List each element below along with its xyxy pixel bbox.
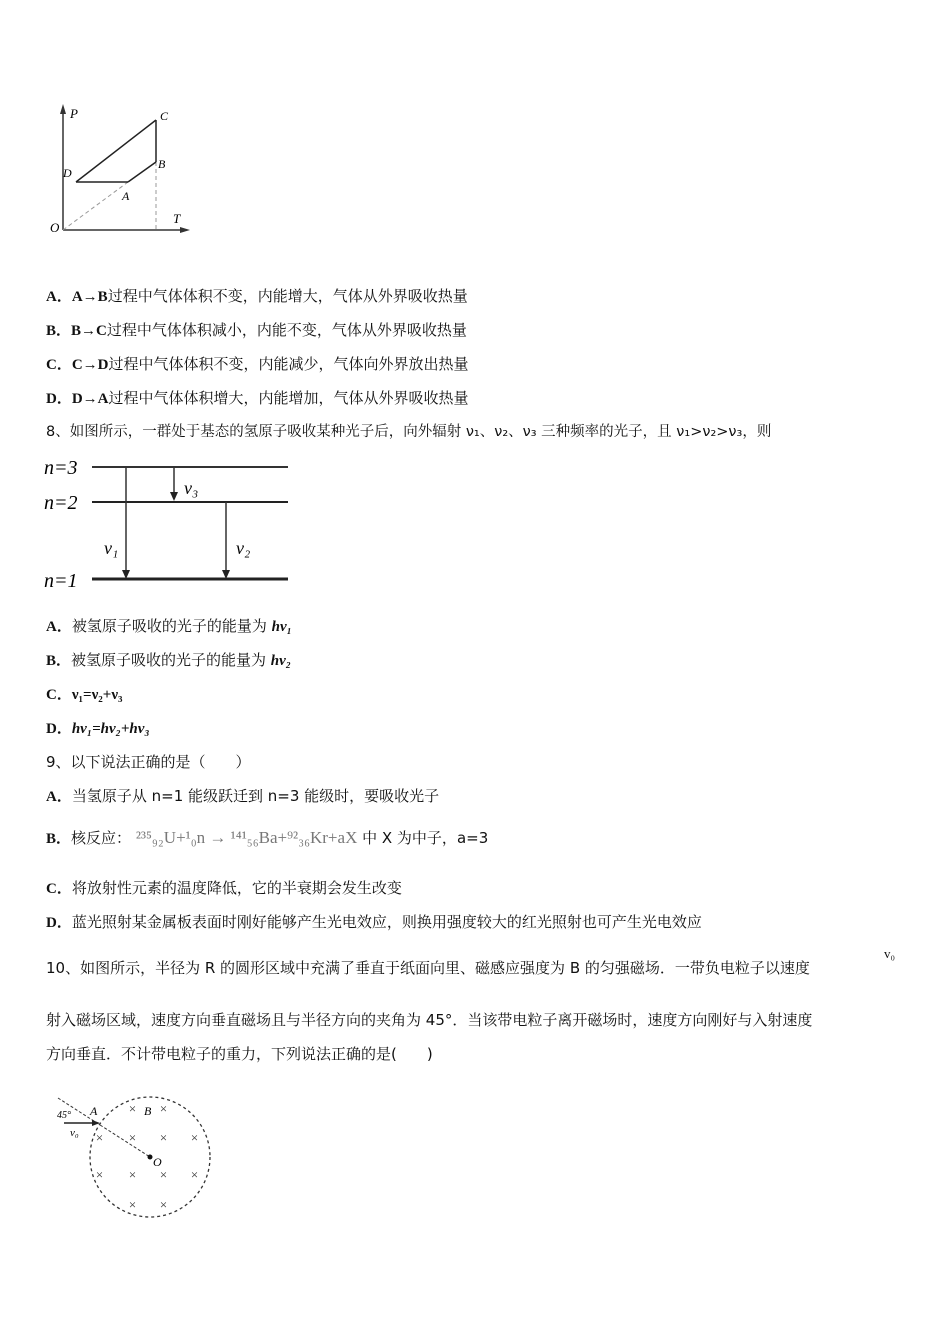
q10-line2: 射入磁场区域，速度方向垂直磁场且与半径方向的夹角为 45°．当该带电粒子离开磁场时，速度方向刚好与入射速度 bbox=[46, 1011, 813, 1029]
label-c: C bbox=[160, 109, 169, 123]
svg-text:×: × bbox=[190, 1130, 199, 1145]
svg-text:×: × bbox=[95, 1130, 104, 1145]
svg-text:×: × bbox=[159, 1167, 168, 1182]
q9-option-a[interactable]: A．当氢原子从 n=1 能级跃迁到 n=3 能级时，要吸收光子 bbox=[46, 787, 440, 805]
label-d: D bbox=[63, 166, 72, 180]
nuclear-reaction: ²³⁵₉₂U+¹₀n → ¹⁴¹₅₆Ba+⁹²₃₆Kr+aX bbox=[135, 828, 358, 847]
q7-option-c[interactable]: C．C→D过程中气体体积不变，内能减少，气体向外界放出热量 bbox=[46, 355, 469, 373]
label-n3: n=3 bbox=[44, 457, 78, 479]
q7-option-d[interactable]: D．D→A过程中气体体积增大，内能增加，气体从外界吸收热量 bbox=[46, 389, 469, 407]
q8-option-a[interactable]: A．被氢原子吸收的光子的能量为 hν₁ bbox=[46, 617, 292, 635]
q10-v0: v₀ bbox=[884, 946, 896, 961]
label-n1: n=1 bbox=[44, 570, 78, 590]
label-b: B bbox=[144, 1104, 152, 1118]
q7-option-b[interactable]: B．B→C过程中气体体积减小，内能不变，气体从外界吸收热量 bbox=[46, 321, 467, 339]
q9-option-d[interactable]: D．蓝光照射某金属板表面时刚好能够产生光电效应，则换用强度较大的红光照射也可产生光电效应 bbox=[46, 913, 702, 931]
q8-option-b[interactable]: B．被氢原子吸收的光子的能量为 hν₂ bbox=[46, 651, 292, 669]
svg-text:×: × bbox=[159, 1101, 168, 1116]
svg-text:×: × bbox=[128, 1167, 137, 1182]
svg-text:×: × bbox=[159, 1197, 168, 1212]
svg-text:×: × bbox=[128, 1197, 137, 1212]
label-v0: v₀ bbox=[70, 1127, 79, 1139]
svg-text:×: × bbox=[159, 1130, 168, 1145]
q9-stem: 9、以下说法正确的是（ ） bbox=[46, 753, 251, 771]
label-b: B bbox=[158, 157, 166, 171]
pt-diagram bbox=[40, 90, 200, 240]
q8-option-c[interactable]: C．ν₁=ν₂+ν₃ bbox=[46, 687, 123, 703]
label-n2: n=2 bbox=[44, 492, 78, 514]
label-o: O bbox=[50, 220, 60, 235]
label-a: A bbox=[90, 1104, 98, 1118]
q8-option-d[interactable]: D．hν₁=hν₂+hν₃ bbox=[46, 721, 150, 737]
label-o: O bbox=[153, 1155, 162, 1169]
q8-stem: 8、如图所示，一群处于基态的氢原子吸收某种光子后，向外辐射 ν₁、ν₂、ν₃ 三种频率的光子，且 ν₁>ν₂>ν₃，则 bbox=[46, 424, 772, 440]
label-t: T bbox=[173, 211, 181, 226]
energy-level-diagram bbox=[40, 450, 300, 590]
label-angle: 45° bbox=[57, 1110, 71, 1121]
label-a: A bbox=[122, 189, 130, 203]
svg-text:×: × bbox=[128, 1130, 137, 1145]
q10-line1: 10、如图所示，半径为 R 的圆形区域中充满了垂直于纸面向里、磁感应强度为 B 的匀强磁场．一带负电粒子以速度 bbox=[46, 959, 810, 977]
q9-option-c[interactable]: C．将放射性元素的温度降低，它的半衰期会发生改变 bbox=[46, 879, 402, 897]
svg-text:×: × bbox=[190, 1167, 199, 1182]
label-v2: ν₂ bbox=[236, 538, 251, 558]
q9-option-b[interactable]: B．核反应： ²³⁵₉₂U+¹₀n → ¹⁴¹₅₆Ba+⁹²₃₆Kr+aX 中 X 为中子，a=3 bbox=[46, 828, 489, 847]
magnetic-field-diagram bbox=[40, 1085, 230, 1225]
q7-option-a[interactable]: A．A→B过程中气体体积不变，内能增大，气体从外界吸收热量 bbox=[46, 287, 468, 305]
label-v1: ν₁ bbox=[104, 538, 119, 558]
q10-line3: 方向垂直．不计带电粒子的重力，下列说法正确的是( ) bbox=[46, 1045, 433, 1063]
label-p: P bbox=[70, 106, 78, 121]
svg-text:×: × bbox=[128, 1101, 137, 1116]
svg-text:×: × bbox=[95, 1167, 104, 1182]
label-v3: ν₃ bbox=[184, 478, 199, 498]
